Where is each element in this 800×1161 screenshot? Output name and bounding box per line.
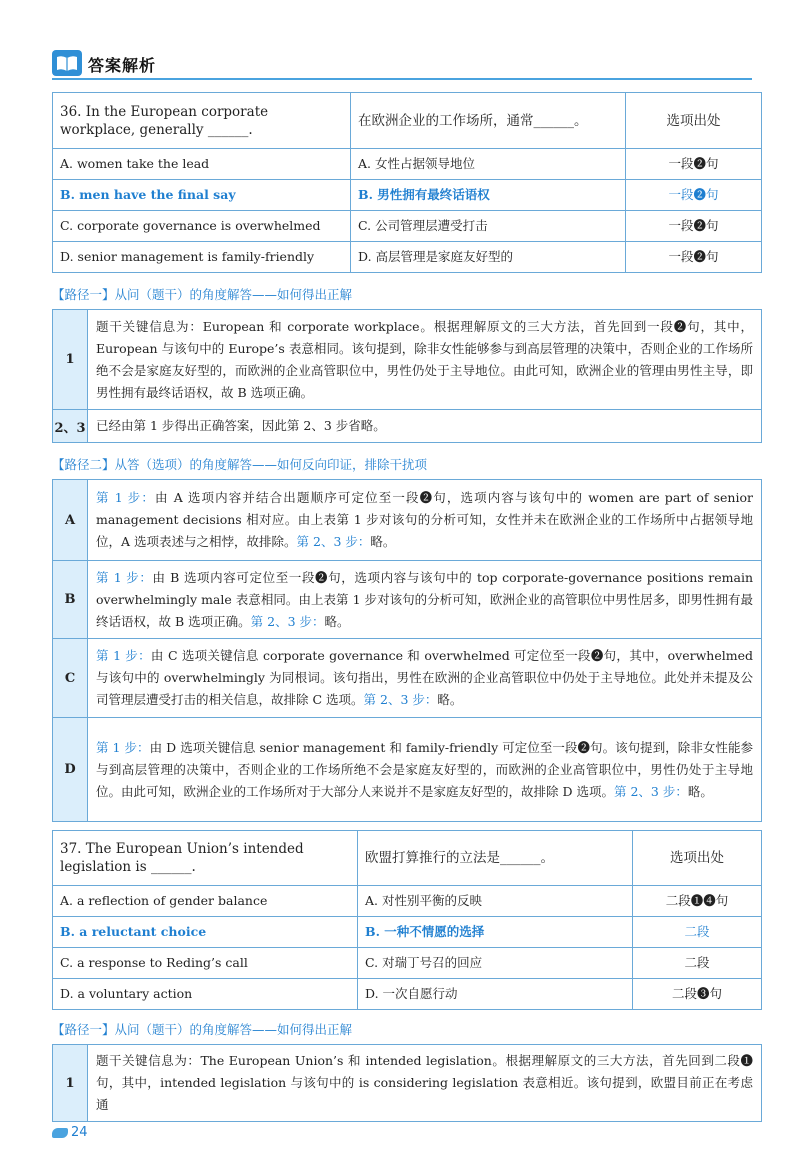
table-row xyxy=(53,149,762,180)
table-row xyxy=(53,886,762,917)
route-two-heading: 【路径二】从答（选项）的角度解答——如何反向印证，排除干扰项 xyxy=(52,457,428,472)
option-source: 一段❷句 xyxy=(626,180,762,211)
option-cn: B. 一种不情愿的选择 xyxy=(358,917,633,948)
option-source: 二段❶❹句 xyxy=(633,886,762,917)
option-source: 二段 xyxy=(633,948,762,979)
option-en: C. a response to Reding’s call xyxy=(53,948,358,979)
option-en: D. a voluntary action xyxy=(53,979,358,1010)
option-cn: C. 对瑞丁号召的回应 xyxy=(358,948,633,979)
step-text xyxy=(88,718,762,822)
step-end: 略。 xyxy=(370,534,396,549)
source-header: 选项出处 xyxy=(626,93,762,149)
step-tail: 第 2、3 步： xyxy=(363,692,438,707)
option-cn: B. 男性拥有最终话语权 xyxy=(351,180,626,211)
section-title: 答案解析 xyxy=(88,56,157,75)
book-icon xyxy=(52,50,82,76)
option-cn: C. 公司管理层遭受打击 xyxy=(351,211,626,242)
step-key: D xyxy=(53,718,88,822)
step-row xyxy=(53,718,762,822)
table-row xyxy=(53,211,762,242)
option-en: A. women take the lead xyxy=(53,149,351,180)
step-row xyxy=(53,639,762,718)
step-key: 2、3 xyxy=(53,410,88,443)
step-key: C xyxy=(53,639,88,718)
option-cn: D. 高层管理是家庭友好型的 xyxy=(351,242,626,273)
question-cn: 在欧洲企业的工作场所，通常______。 xyxy=(351,93,626,149)
option-en: D. senior management is family-friendly xyxy=(53,242,351,273)
table-row xyxy=(53,180,762,211)
step-key: 1 xyxy=(53,310,88,410)
page-footer xyxy=(52,1125,88,1140)
question-en: 36. In the European corporate workplace, generally ______. xyxy=(53,93,351,149)
step-text: 题干关键信息为：European 和 corporate workplace。根据理解原文的三大方法，首先回到一段❷句，其中，European 与该句中的 Europe’s 表意相同。该句提到，除非女性能够参与到高层管理的决策中，否则企业的工作场所绝不会是家庭友好型的，而欧洲的企业高管职位中，男性仍处于主导地位。由此可知，欧洲企业的管理由男性主导，即男性拥有最终话语权，故 B 选项正确。 xyxy=(88,310,762,410)
step-key: A xyxy=(53,480,88,561)
option-source: 一段❷句 xyxy=(626,242,762,273)
step-end: 略。 xyxy=(687,783,713,799)
step-tail: 第 2、3 步： xyxy=(250,613,325,629)
table-header-row xyxy=(53,93,762,149)
step-text xyxy=(88,480,762,561)
step-row xyxy=(53,310,762,410)
step-lead: 第 1 步： xyxy=(96,490,156,505)
step-row xyxy=(53,480,762,561)
step-end: 略。 xyxy=(324,613,350,629)
step-text xyxy=(88,639,762,718)
table-row xyxy=(53,242,762,273)
option-en: A. a reflection of gender balance xyxy=(53,886,358,917)
step-row xyxy=(53,561,762,639)
option-cn: A. 女性占据领导地位 xyxy=(351,149,626,180)
step-body: 由 D 选项关键信息 senior management 和 family-friendly 可定位至一段❷句。该句提到，除非女性能参与到高层管理的决策中，否则企业的工作场所绝不会是家庭友好型的，而欧洲的企业高管职位中，男性仍处于主导地位。由此可知，欧洲企业的工作场所对于大部分人来说并不是家庭友好型的，故排除 D 选项。 xyxy=(96,739,753,799)
q37-route-one-table xyxy=(52,1044,762,1122)
route-one-heading: 【路径一】从问（题干）的角度解答——如何得出正解 xyxy=(52,1022,353,1037)
table-row xyxy=(53,917,762,948)
step-row xyxy=(53,1045,762,1122)
option-cn: D. 一次自愿行动 xyxy=(358,979,633,1010)
step-row xyxy=(53,410,762,443)
table-row xyxy=(53,948,762,979)
option-source: 二段 xyxy=(633,917,762,948)
option-source: 一段❷句 xyxy=(626,149,762,180)
step-end: 略。 xyxy=(437,692,463,707)
step-text: 已经由第 1 步得出正确答案，因此第 2、3 步省略。 xyxy=(88,410,762,443)
table-header-row xyxy=(53,831,762,886)
source-header: 选项出处 xyxy=(633,831,762,886)
step-text xyxy=(88,561,762,639)
section-header xyxy=(52,48,752,80)
step-body: 由 B 选项内容可定位至一段❷句，选项内容与该句中的 top corporate-governance positions remain overwhelmingly male 表意相同。由上表第 1 步对该句的分析可知，欧洲企业的高管职位中男性居多，即男性拥有最终话语权，故 B 选项正确。 xyxy=(96,569,753,629)
step-tail: 第 2、3 步： xyxy=(296,534,371,549)
step-body: 由 A 选项内容并结合出题顺序可定位至一段❷句，选项内容与该句中的 women are part of senior management decisions 相对应。由上表第 1 步对该句的分析可知，女性并未在欧洲企业的工作场所中占据领导地位，A 选项表述与之相悖，故排除。 xyxy=(96,490,753,549)
option-source: 一段❷句 xyxy=(626,211,762,242)
question-cn: 欧盟打算推行的立法是______。 xyxy=(358,831,633,886)
page-number: 24 xyxy=(71,1125,88,1140)
route-one-heading: 【路径一】从问（题干）的角度解答——如何得出正解 xyxy=(52,287,353,302)
option-en: B. men have the final say xyxy=(53,180,351,211)
step-tail: 第 2、3 步： xyxy=(613,783,688,799)
q36-option-table xyxy=(52,92,762,273)
step-lead: 第 1 步： xyxy=(96,648,151,663)
step-key: 1 xyxy=(53,1045,88,1122)
step-lead: 第 1 步： xyxy=(96,569,153,585)
table-row xyxy=(53,979,762,1010)
step-lead: 第 1 步： xyxy=(96,739,150,755)
q36-route-one-table xyxy=(52,309,762,443)
page-arrow-icon xyxy=(52,1128,68,1138)
option-source: 二段❸句 xyxy=(633,979,762,1010)
header-divider xyxy=(52,78,752,80)
option-en: B. a reluctant choice xyxy=(53,917,358,948)
option-en: C. corporate governance is overwhelmed xyxy=(53,211,351,242)
step-text: 题干关键信息为：The European Union’s 和 intended legislation。根据理解原文的三大方法，首先回到二段❶句，其中，intended legislation 与该句中的 is considering legislation 表意相近。该句提到，欧盟目前正在考虑通 xyxy=(88,1045,762,1122)
option-cn: A. 对性别平衡的反映 xyxy=(358,886,633,917)
q37-option-table xyxy=(52,830,762,1010)
question-en: 37. The European Union’s intended legislation is ______. xyxy=(53,831,358,886)
step-key: B xyxy=(53,561,88,639)
q36-route-two-table xyxy=(52,479,762,822)
step-body: 由 C 选项关键信息 corporate governance 和 overwhelmed 可定位至一段❷句，其中，overwhelmed 与该句中的 overwhelmingly 为同根词。该句指出，男性在欧洲的企业高管职位中仍处于主导地位。此处并未提及公司管理层遭受打击的相关信息，故排除 C 选项。 xyxy=(96,648,753,707)
